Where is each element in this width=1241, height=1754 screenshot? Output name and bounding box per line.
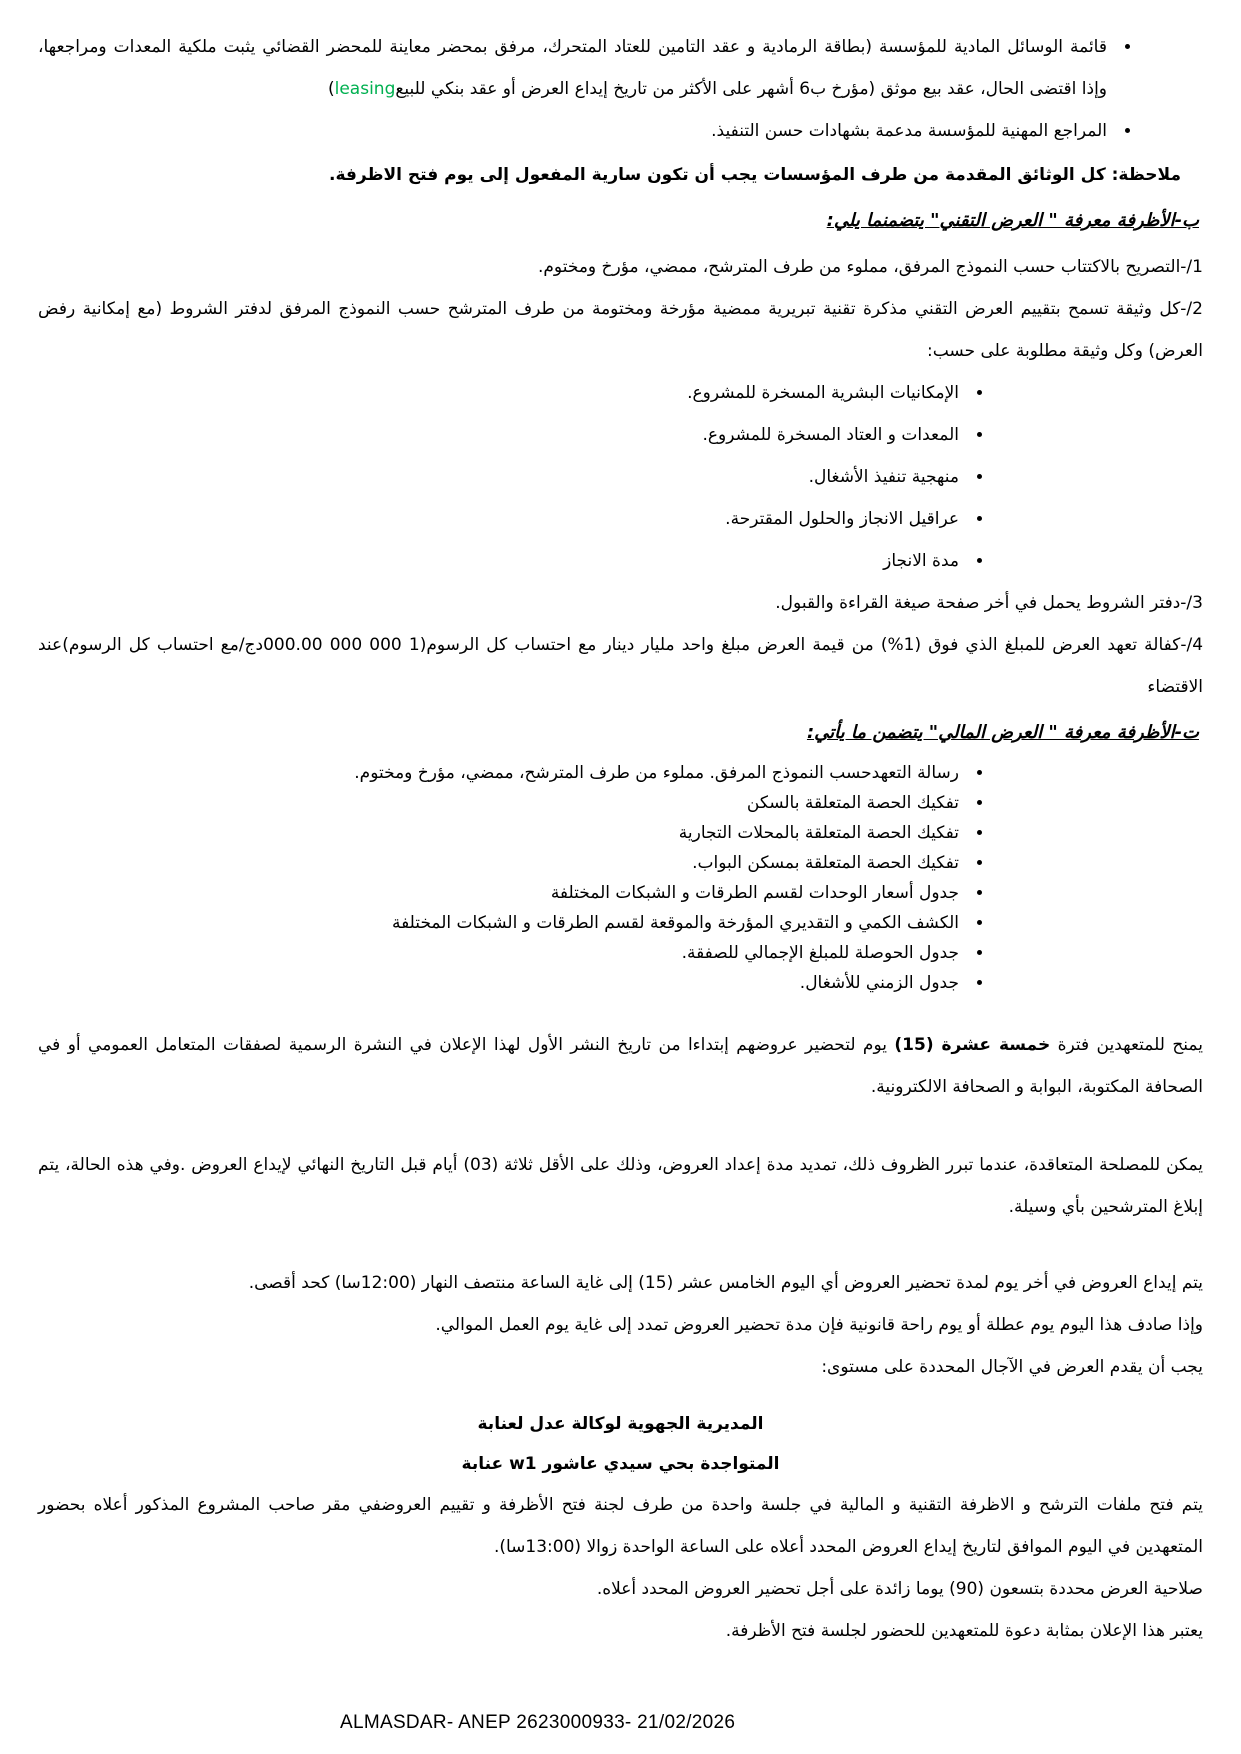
invitation-paragraph: يعتبر هذا الإعلان بمثابة دعوة للمتعهدين للحضور لجلسة فتح الأظرفة.: [725, 1621, 1203, 1641]
validity-note: ملاحظة: كل الوثائق المقدمة من طرف المؤسسات يجب أن تكون سارية المفعول إلى يوم فتح الاظرفة.: [329, 165, 1181, 185]
deadline-prefix: يمنح للمتعهدين فترة: [1050, 1035, 1203, 1055]
technical-item-1: 1/-التصريح بالاكتتاب حسب النموذج المرفق، مملوء من طرف المترشح، ممضي، مؤرخ ومختوم.: [538, 257, 1203, 277]
address-directorate: المديرية الجهوية لوكالة عدل لعنابة: [477, 1414, 764, 1434]
list-item-housing-breakdown: • تفكيك الحصة المتعلقة بالسكن: [38, 788, 965, 818]
anep-footer-reference: ALMASDAR- ANEP 2623000933- 21/02/2026: [340, 1712, 736, 1733]
list-item-professional-references: • المراجع المهنية للمؤسسة مدعمة بشهادات حسن التنفيذ.: [38, 110, 1113, 152]
submission-paragraph-line1: يتم إيداع العروض في أخر يوم لمدة تحضير العروض أي اليوم الخامس عشر (15) إلى غاية الساعة منتصف النهار (12:00سا) كحد أقصى.: [248, 1273, 1203, 1293]
list-item-caretaker-breakdown: • تفكيك الحصة المتعلقة بمسكن البواب.: [38, 848, 965, 878]
envelope-opening-paragraph: يتم فتح ملفات الترشح و الاظرفة التقنية و المالية في جلسة واحدة من طرف لجنة فتح الأظرفة و تقييم العروضفي مقر صاحب المشروع المذكور أعلاه بحضور المتعهدين في اليوم الموافق لتاريخ إيداع العروض المحدد أعلاه على الساعة الواحدة زوالا (13:00سا).: [38, 1495, 1203, 1557]
list-item-commercial-breakdown: • تفكيك الحصة المتعلقة بالمحلات التجارية: [38, 818, 965, 848]
deadline-suffix: يوم لتحضير عروضهم إبتداءا من تاريخ النشر الأول لهذا الإعلان في النشرة الرسمية لصفقات المتعامل العمومي أو في الصحافة المكتوبة، البوابة و الصحافة الالكترونية.: [38, 1035, 1203, 1097]
list-item-completion-period: • مدة الانجاز: [38, 540, 965, 582]
technical-item-3: 3/-دفتر الشروط يحمل في أخر صفحة صيغة القراءة والقبول.: [775, 593, 1203, 613]
extension-paragraph: يمكن للمصلحة المتعاقدة، عندما تبرر الظروف ذلك، تمديد مدة إعداد العروض، وذلك على الأقل ثلاثة (03) أيام قبل التاريخ النهائي لإيداع العروض .وفي هذه الحالة، يتم إبلاغ المترشحين بأي وسيلة.: [38, 1155, 1204, 1217]
list-item-methodology: • منهجية تنفيذ الأشغال.: [38, 456, 965, 498]
list-item-commitment-letter: • رسالة التعهدحسب النموذج المرفق. مملوء من طرف المترشح، ممضي، مؤرخ ومختوم.: [38, 758, 965, 788]
list-item-obstacles: • عراقيل الانجاز والحلول المقترحة.: [38, 498, 965, 540]
list-item-human-resources: • الإمكانيات البشرية المسخرة للمشروع.: [38, 372, 965, 414]
list-item-works-schedule: • جدول الزمني للأشغال.: [38, 968, 965, 998]
material-means-text: قائمة الوسائل المادية للمؤسسة (بطاقة الرمادية و عقد التامين للعتاد المتحرك، مرفق بمحضر معاينة للمحضر القضائي يثبت ملكية المعدات ومراجعها، وإذا اقتضى الحال، عقد بيع موثق (مؤرخ ب6 أشهر على الأكثر من تاريخ إيداع العرض أو عقد بنكي للبيع: [38, 37, 1107, 99]
list-item-material-means: [38, 26, 1113, 110]
technical-sub-list: [38, 372, 1203, 582]
offer-validity-paragraph: صلاحية العرض محددة بتسعون (90) يوما زائدة على أجل تحضير العروض المحدد أعلاه.: [596, 1579, 1203, 1599]
deadline-duration: خمسة عشرة (15): [894, 1035, 1051, 1055]
list-item-total-amount-table: • جدول الحوصلة للمبلغ الإجمالي للصفقة.: [38, 938, 965, 968]
list-item-unit-prices-table: • جدول أسعار الوحدات لقسم الطرقات و الشبكات المختلفة: [38, 878, 965, 908]
company-documents-list: [38, 26, 1203, 152]
financial-offer-heading: ت-الأظرفة معرفة " العرض المالي" يتضمن ما يأتي:: [806, 722, 1199, 743]
technical-item-4: 4/-كفالة تعهد العرض للمبلغ الذي فوق (1%) من قيمة العرض مبلغ واحد مليار دينار مع احتساب كل الرسوم(1 000 000 000.00دج/مع احتساب كل الرسوم)عند الاقتضاء: [38, 635, 1204, 697]
levels-intro-paragraph: يجب أن يقدم العرض في الآجال المحددة على مستوى:: [821, 1357, 1203, 1377]
leasing-text: leasing: [334, 79, 396, 99]
technical-item-2: 2/-كل وثيقة تسمح بتقييم العرض التقني مذكرة تقنية تبريرية ممضية مؤرخة ومختومة من طرف المترشح حسب النموذج المرفق لدفتر الشروط (مع إمكانية رفض العرض) وكل وثيقة مطلوبة على حسب:: [38, 299, 1203, 361]
list-item-equipment: • المعدات و العتاد المسخرة للمشروع.: [38, 414, 965, 456]
technical-offer-heading: ب-الأظرفة معرفة " العرض التقني" يتضمنما يلي:: [826, 210, 1199, 231]
closing-paren: ): [327, 79, 335, 99]
financial-list: [38, 758, 1203, 998]
submission-paragraph-line2: وإذا صادف هذا اليوم يوم عطلة أو يوم راحة قانونية فإن مدة تحضير العروض تمدد إلى غاية يوم العمل الموالي.: [435, 1315, 1203, 1335]
list-item-quantitative-estimate: • الكشف الكمي و التقديري المؤرخة والموقعة لقسم الطرقات و الشبكات المختلفة: [38, 908, 965, 938]
submission-address-block: [38, 1404, 1203, 1484]
preparation-deadline-paragraph: [38, 1024, 1203, 1108]
address-location: المتواجدة بحي سيدي عاشور w1 عنابة: [461, 1454, 780, 1474]
